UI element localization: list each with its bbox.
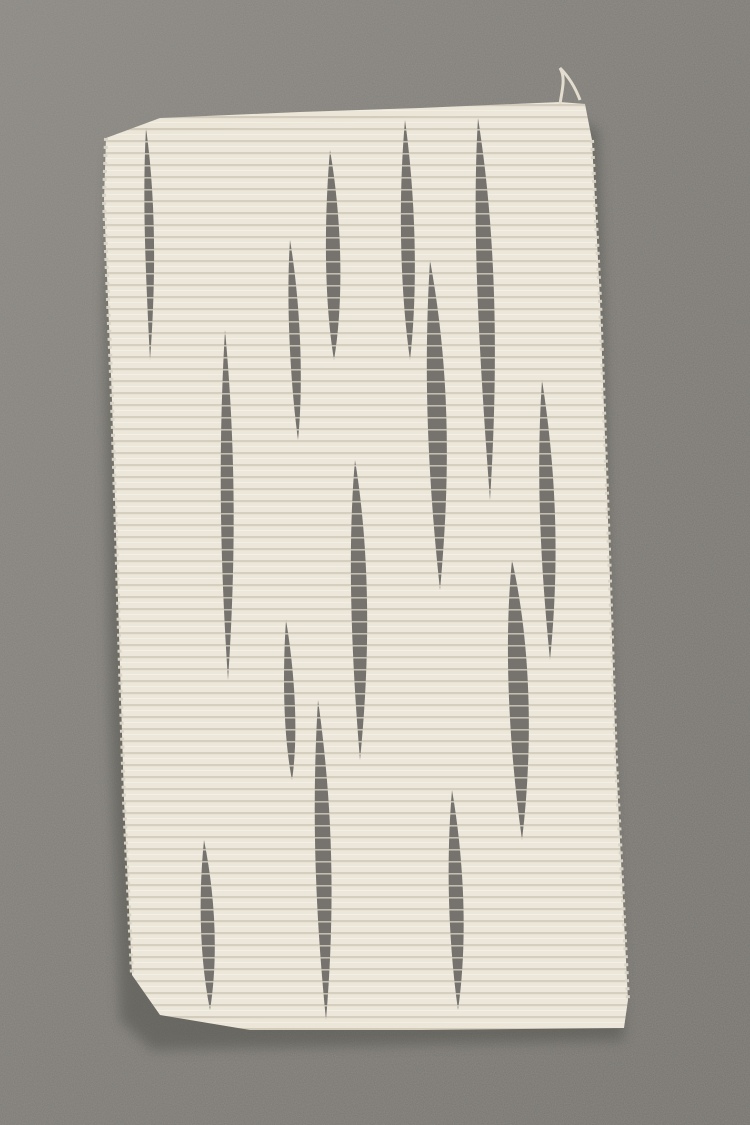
cloth-highlight: [104, 104, 628, 1028]
